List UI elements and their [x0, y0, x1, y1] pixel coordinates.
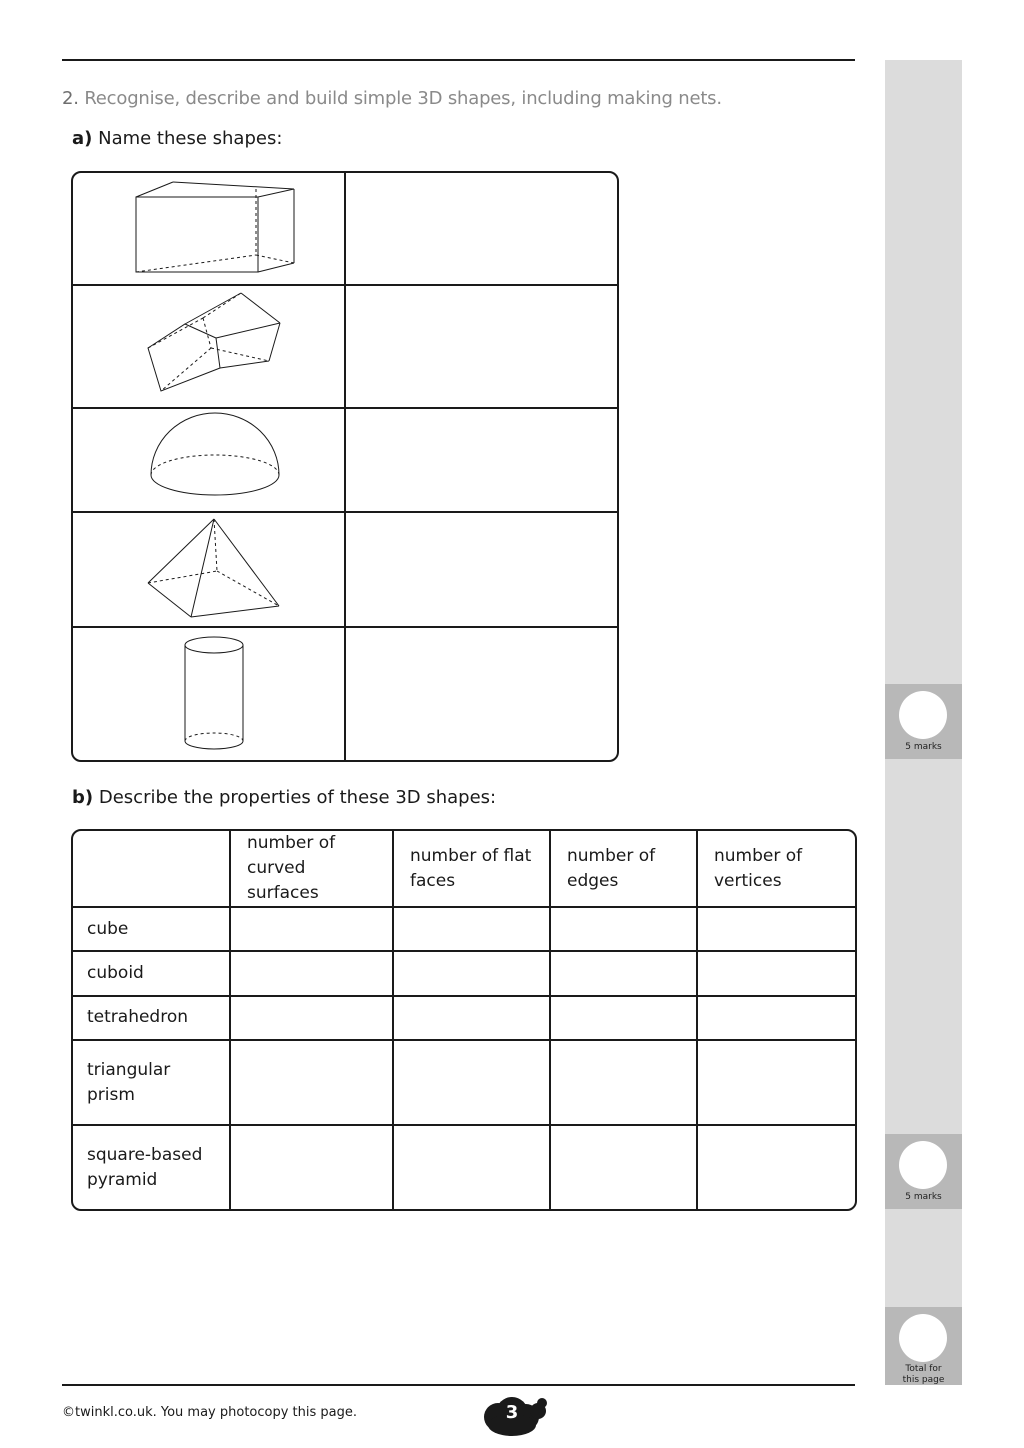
- properties-table: [71, 829, 857, 1211]
- header-edges: number of edges: [550, 831, 697, 907]
- square-based-pyramid-icon: [73, 513, 344, 626]
- answer-cell[interactable]: [393, 951, 550, 995]
- page-number: 3: [505, 1402, 519, 1423]
- marks-circle[interactable]: [899, 1314, 947, 1362]
- row-label: cube: [73, 907, 230, 951]
- answer-cell[interactable]: [550, 951, 697, 995]
- answer-cell[interactable]: [697, 996, 855, 1040]
- shape-row: [73, 409, 617, 513]
- shape-row: [73, 513, 617, 628]
- table-row: [73, 951, 855, 995]
- part-b-label: b): [72, 787, 94, 808]
- answer-cell[interactable]: [393, 1040, 550, 1125]
- row-label: square-based pyramid: [73, 1125, 230, 1209]
- name-shapes-table: [71, 171, 619, 762]
- answer-cell[interactable]: [230, 1125, 393, 1209]
- table-row: [73, 996, 855, 1040]
- pentagonal-prism-icon: [73, 286, 344, 407]
- shape-row: [73, 286, 617, 409]
- bottom-rule: [62, 1384, 855, 1386]
- table-row: [73, 1125, 855, 1209]
- part-a-text: Name these shapes:: [98, 128, 283, 149]
- part-a-prompt: [72, 128, 282, 149]
- answer-cell[interactable]: [393, 1125, 550, 1209]
- answer-cell[interactable]: [346, 628, 617, 760]
- part-b-prompt: [72, 787, 496, 808]
- answer-cell[interactable]: [230, 951, 393, 995]
- question-text: Recognise, describe and build simple 3D shapes, including making nets.: [84, 88, 722, 109]
- header-flat-faces: number of flat faces: [393, 831, 550, 907]
- answer-cell[interactable]: [697, 907, 855, 951]
- question-heading: [62, 88, 722, 109]
- marks-sidebar: [885, 60, 962, 1385]
- marks-box-total: [885, 1307, 962, 1385]
- answer-cell[interactable]: [550, 1040, 697, 1125]
- answer-cell[interactable]: [230, 907, 393, 951]
- total-label: Total for this page: [902, 1364, 945, 1385]
- answer-cell[interactable]: [550, 996, 697, 1040]
- answer-cell[interactable]: [393, 907, 550, 951]
- header-blank: [73, 831, 230, 907]
- answer-cell[interactable]: [697, 1125, 855, 1209]
- table-row: [73, 1040, 855, 1125]
- cuboid-icon: [73, 173, 344, 284]
- part-a-label: a): [72, 128, 93, 149]
- hemisphere-icon: [73, 409, 344, 511]
- answer-cell[interactable]: [550, 907, 697, 951]
- row-label: tetrahedron: [73, 996, 230, 1040]
- row-label: triangular prism: [73, 1040, 230, 1125]
- answer-cell[interactable]: [697, 951, 855, 995]
- answer-cell[interactable]: [346, 409, 617, 511]
- row-label: cuboid: [73, 951, 230, 995]
- shape-row: [73, 628, 617, 760]
- question-number: 2.: [62, 88, 79, 109]
- answer-cell[interactable]: [346, 173, 617, 284]
- answer-cell[interactable]: [230, 996, 393, 1040]
- table-header-row: [73, 831, 855, 907]
- marks-box-part-b: [885, 1134, 962, 1209]
- marks-label: 5 marks: [905, 742, 942, 752]
- table-row: [73, 907, 855, 951]
- answer-cell[interactable]: [550, 1125, 697, 1209]
- marks-circle[interactable]: [899, 691, 947, 739]
- shape-row: [73, 173, 617, 286]
- part-b-text: Describe the properties of these 3D shapes:: [98, 787, 497, 808]
- top-rule: [62, 59, 855, 61]
- marks-box-part-a: [885, 684, 962, 759]
- answer-cell[interactable]: [393, 996, 550, 1040]
- cylinder-icon: [73, 628, 344, 760]
- header-curved-surfaces: number of curved surfaces: [230, 831, 393, 907]
- copyright-text: ©twinkl.co.uk. You may photocopy this page.: [62, 1405, 358, 1420]
- marks-circle[interactable]: [899, 1141, 947, 1189]
- answer-cell[interactable]: [346, 286, 617, 407]
- header-vertices: number of vertices: [697, 831, 855, 907]
- answer-cell[interactable]: [230, 1040, 393, 1125]
- answer-cell[interactable]: [697, 1040, 855, 1125]
- marks-label: 5 marks: [905, 1192, 942, 1202]
- answer-cell[interactable]: [346, 513, 617, 626]
